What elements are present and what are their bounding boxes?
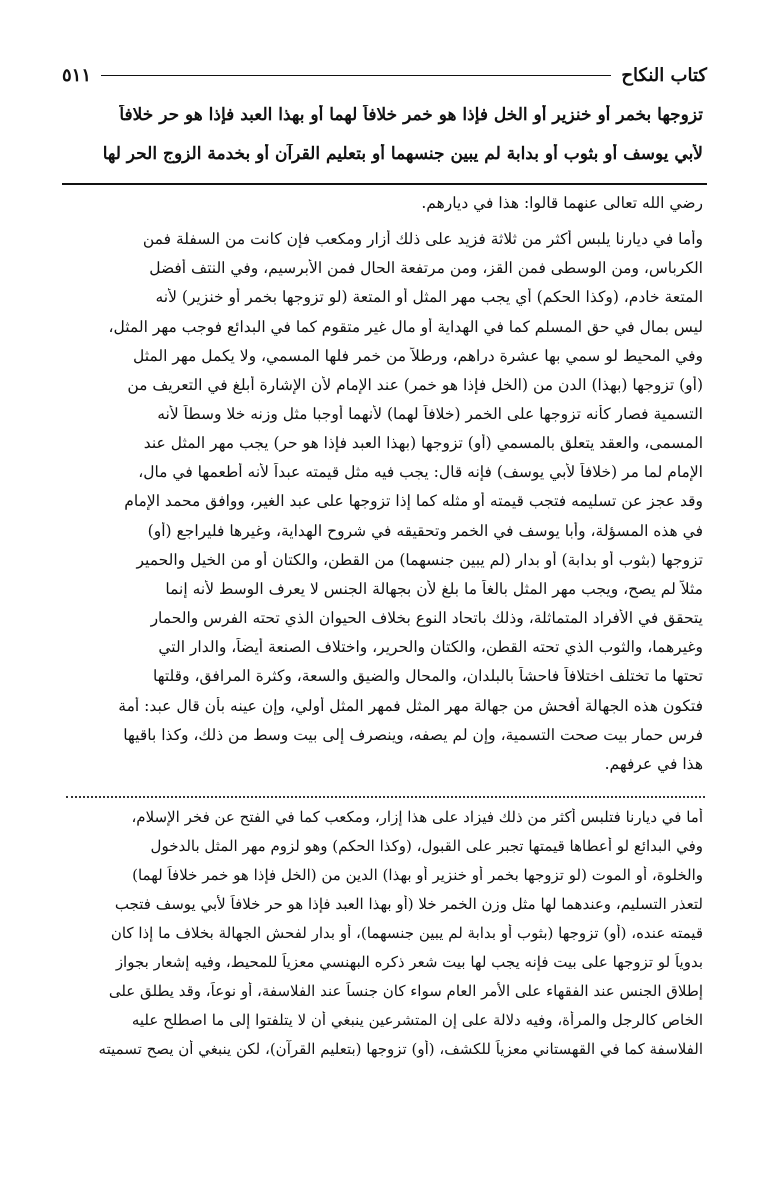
footnote-line: إطلاق الجنس عند الفقهاء على الأمر العام سواء كان جنساً عند الفلاسفة، أو نوعاً، وقد يطلق على	[108, 982, 703, 1000]
commentary-line: فتكون هذه الجهالة أفحش من جهالة مهر المثل فمهر المثل أولي، وإن عينه بأن قال عبد: أمة	[118, 697, 703, 715]
commentary-line: وأما في ديارنا يلبس أكثر من ثلاثة فزيد على ذلك أزار ومكعب فإن كانت من السفلة فمن	[142, 230, 703, 248]
commentary-line: تحتها ما تختلف اختلافاً فاحشاً بالبلدان، والمحال والضيق والسعة، وكثرة المرافق، وقلتها	[153, 667, 703, 685]
commentary-line: الإمام لما مر (خلافاً لأبي يوسف) فإنه قال: يجب فيه مثل قيمته عبداً لأنه أطعمها في مال،	[138, 463, 703, 481]
matn-separator-rule	[62, 183, 707, 185]
header-rule	[101, 75, 611, 76]
commentary-line: الكرباس، ومن الوسطى فمن القز، ومن مرتفعة الحال فمن الأبرسيم، وفي النتف أفضل	[149, 259, 703, 277]
matn-line: تزوجها بخمر أو خنزير أو الخل فإذا هو خمر خلافاً لهما أو بهذا العبد فإذا هو حر خلافاً	[119, 105, 703, 125]
footnote-line: الفلاسفة كما في القهستاني معزياً للكشف، (أو) تزوجها (بتعليم القرآن)، لكن ينبغي أن يصح تسميته	[98, 1040, 703, 1058]
footnote-line: وفي البدائع لو أعطاها قيمتها تجبر على القبول، (وكذا الحكم) وهو لزوم مهر المثل بالدخول	[150, 837, 703, 855]
commentary-line: التسمية فصار كأنه تزوجها على الخمر (خلافاً لهما) لأنهما أوجبا مثل وزنه خلا وسطاً لأنه	[157, 405, 703, 423]
footnote-line: أما في ديارنا فتلبس أكثر من ذلك فيزاد على هذا إزار، ومكعب كما في الفتح عن فخر الإسلام،	[131, 808, 703, 826]
footnote-line: لتعذر التسليم، وعندهما لها مثل وزن الخمر خلا (أو بهذا العبد فإذا هو حر خلافاً لأبي يوسف فتجب	[114, 895, 703, 913]
footnote-line: قيمته عنده، (أو) تزوجها (بثوب أو بدابة لم يبين جنسهما)، أو بدار لفحش الجهالة بخلاف ما إذا كان	[110, 924, 703, 942]
commentary-line: المسمى، والعقد يتعلق بالمسمي (أو) تزوجها (بهذا العبد فإذا هو حر) يجب مهر المثل عند	[143, 434, 703, 452]
commentary-line: المتعة خادم، (وكذا الحكم) أي يجب مهر المثل أو المتعة (لو تزوجها بخمر أو خنزير) لأنه	[155, 288, 703, 306]
commentary-line: وغيرهما، والثوب الذي تحته القطن، والكتان والحرير، واختلاف الصنعة أيضاً، والدار التي	[158, 638, 703, 656]
running-header	[62, 62, 707, 88]
commentary-line: في هذه المسؤلة، وأبا يوسف في الخمر وتحقيقه في شروح الهداية، وغيرها فليراجع (أو)	[147, 522, 703, 540]
chapter-title: كتاب النكاح	[621, 64, 707, 86]
commentary-line: هذا في عرفهم.	[604, 755, 703, 773]
commentary-line: وقد عجز عن تسليمه فتجب قيمته أو مثله كما إذا تزوجها على عبد الغير، ووافق محمد الإمام	[124, 492, 703, 510]
commentary-line: ليس بمال في حق المسلم كما في الهداية أو مال غير متقوم كما في البدائع فوجب مهر المثل،	[108, 318, 703, 336]
footnote-separator	[66, 796, 705, 798]
footnote-line: الخاص كالرجل والمرأة، وفيه دلالة على إن المتشرعين ينبغي أن لا يتلفتوا إلى ما اصطلح عليه	[131, 1011, 703, 1029]
commentary-line: وفي المحيط لو سمي بها عشرة دراهم، ورطلاً من خمر فلها المسمي، ولا يكمل مهر المثل	[133, 347, 703, 365]
commentary-line: فرس حمار بيت صحت التسمية، وإن لم يصفه، وينصرف إلى بيت وسط من ذلك، وكذا باقيها	[123, 726, 703, 744]
page-number: ٥١١	[62, 64, 92, 86]
footnote-line: والخلوة، أو الموت (لو تزوجها بخمر أو خنزير أو بهذا) الدين من (الخل فإذا هو خمر خلافاً لهما)	[132, 866, 703, 884]
footnote-line: بدوياً لو تزوجها على بيت فإنه يجب لها بيت شعر ذكره البهنسي معزياً للمحيط، وفيه إشعار بجواز	[115, 953, 703, 971]
commentary-line: رضي الله تعالى عنهما قالوا: هذا في ديارهم.	[421, 194, 703, 212]
commentary-line: مثلاً لم يصح، ويجب مهر المثل بالغاً ما بلغ لأن بجهالة الجنس لا يعرف الوسط لأنه إنما	[165, 580, 703, 598]
matn-line: لأبي يوسف أو بثوب أو بدابة لم يبين جنسهما أو بتعليم القرآن أو بخدمة الزوج الحر لها	[102, 144, 703, 164]
commentary-line: (أو) تزوجها (بهذا) الدن من (الخل فإذا هو خمر) عند الإمام لأن الإشارة أبلغ في التعريف من	[127, 376, 703, 394]
commentary-line: تزوجها (بثوب أو بدابة) أو بدار (لم يبين جنسهما) من القطن، والكتان أو من الخيل والحمير	[136, 551, 703, 569]
commentary-line: يتحقق في الأفراد المتماثلة، وذلك باتحاد النوع بخلاف الحيوان الذي تحته الفرس والحمار	[150, 609, 703, 627]
